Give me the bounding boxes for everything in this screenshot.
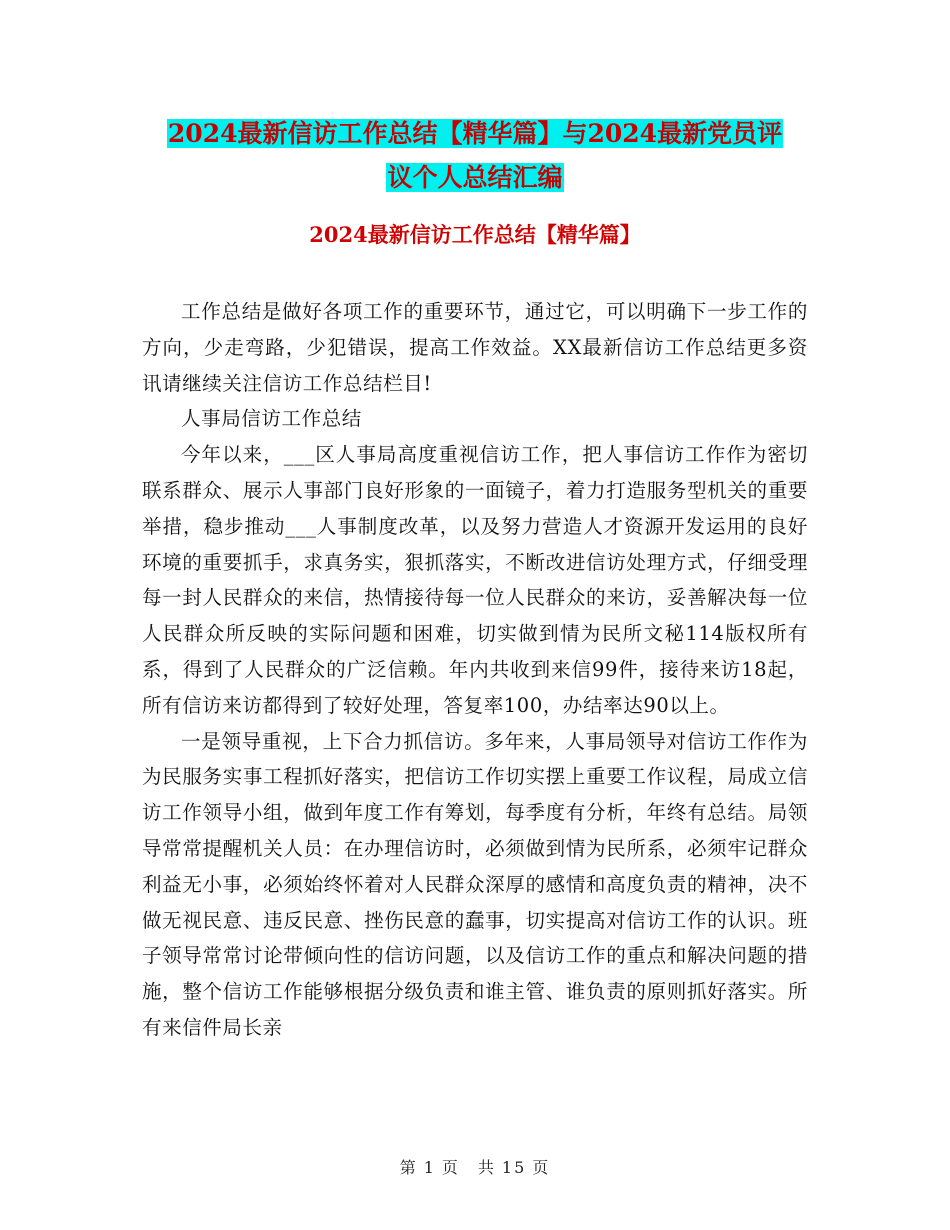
paragraph-overview: 今年以来，___区人事局高度重视信访工作，把人事信访工作作为密切联系群众、展示人事部门良好形象的一面镜子，着力打造服务型机关的重要举措，稳步推动___人事制度改革，以及努力营造人才资源开发运用的良好环境的重要抓手，求真务实，狠抓落实，不断改进信访处理方式，仔细受理每一封人民群众的来信，热情接待每一位人民群众的来访，妥善解决每一位人民群众所反映的实际问题和困难，切实做到情为民所文秘114版权所有系，得到了人民群众的广泛信赖。年内共收到来信99件，接待来访18起，所有信访来访都得到了较好处理，答复率100，办结率达90以上。: [142, 443, 808, 717]
footer-prefix: 第: [399, 1158, 418, 1177]
document-title: [0, 112, 950, 200]
title-line-1: 2024最新信访工作总结【精华篇】与2024最新党员评: [167, 119, 783, 148]
paragraph-intro: 工作总结是做好各项工作的重要环节，通过它，可以明确下一步工作的方向，少走弯路，少犯错误，提高工作效益。XX最新信访工作总结更多资讯请继续关注信访工作总结栏目!: [142, 300, 808, 395]
body-text: [142, 294, 808, 1046]
page-footer: [0, 1155, 950, 1178]
paragraph-point-one: 一是领导重视，上下合力抓信访。多年来，人事局领导对信访工作作为为民服务实事工程抓好落实，把信访工作切实摆上重要工作议程，局成立信访工作领导小组，做到年度工作有筹划，每季度有分析，年终有总结。局领导常常提醒机关人员：在办理信访时，必须做到情为民所系，必须牢记群众利益无小事，必须始终怀着对人民群众深厚的感情和高度负责的精神，决不做无视民意、违反民意、挫伤民意的蠢事，切实提高对信访工作的认识。班子领导常常讨论带倾向性的信访问题，以及信访工作的重点和解决问题的措施，整个信访工作能够根据分级负责和谁主管、谁负责的原则抓好落实。所有来信件局长亲: [142, 729, 808, 1039]
footer-suffix: 页: [532, 1158, 551, 1177]
paragraph-subheading: 人事局信访工作总结: [181, 407, 362, 431]
footer-total-pages: 15: [501, 1158, 527, 1177]
footer-mid: 页 共: [441, 1158, 496, 1177]
footer-current-page: 1: [423, 1158, 436, 1177]
title-line-2: 议个人总结汇编: [387, 163, 563, 192]
section-heading: 2024最新信访工作总结【精华篇】: [309, 222, 641, 247]
